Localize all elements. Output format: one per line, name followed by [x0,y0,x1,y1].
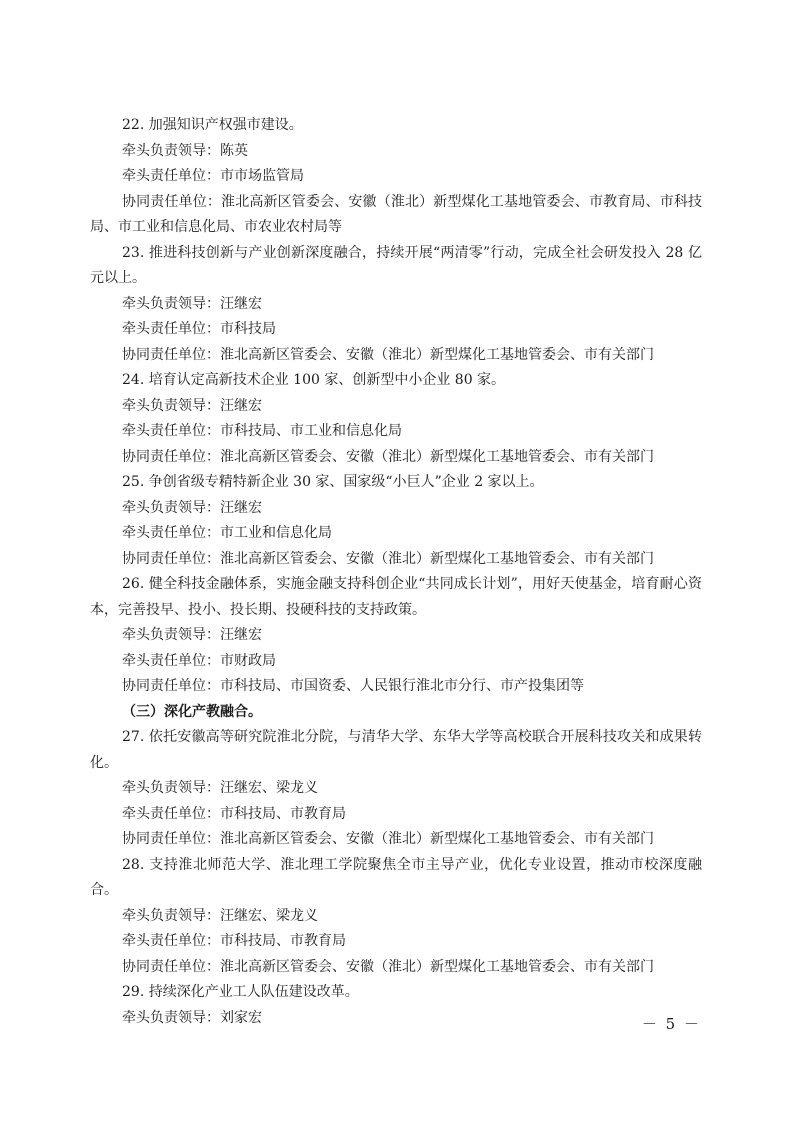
item-26-title: 26. 健全科技金融体系，实施金融支持科创企业“共同成长计划”，用好天使基金，培育耐心资本，完善投早、投小、投长期、投硬科技的支持政策。 [90,576,702,618]
co-units: 协同责任单位：淮北高新区管委会、安徽（淮北）新型煤化工基地管委会、市有关部门 [122,346,654,363]
lead-unit: 牵头责任单位：市财政局 [122,652,276,669]
lead-leader: 牵头负责领导：汪继宏 [122,499,262,516]
lead-unit: 牵头责任单位：市科技局、市工业和信息化局 [122,423,402,439]
co-units: 协同责任单位：淮北高新区管委会、安徽（淮北）新型煤化工基地管委会、市有关部门 [122,958,654,975]
lead-unit: 牵头责任单位：市市场监管局 [122,168,304,184]
lead-unit: 牵头责任单位：市科技局 [122,321,276,337]
lead-unit: 牵头责任单位：市科技局、市教育局 [122,805,346,822]
item-29-title: 29. 持续深化产业工人队伍建设改革。 [122,984,359,1000]
lead-leader: 牵头负责领导：汪继宏、梁龙义 [122,780,318,796]
lead-leader: 牵头负责领导：刘家宏 [122,1009,262,1026]
lead-unit: 牵头责任单位：市工业和信息化局 [122,525,332,541]
item-22-title: 22. 加强知识产权强市建设。 [122,117,303,133]
lead-leader: 牵头负责领导：汪继宏 [122,397,262,414]
co-units: 协同责任单位：淮北高新区管委会、安徽（淮北）新型煤化工基地管委会、市有关部门 [122,448,654,465]
item-28-title: 28. 支持淮北师范大学、淮北理工学院聚焦全市主导产业，优化专业设置，推动市校深度融合。 [90,856,702,898]
co-units: 协同责任单位：淮北高新区管委会、安徽（淮北）新型煤化工基地管委会、市教育局、市科技局、市工业和信息化局、市农业农村局等 [90,193,702,235]
lead-leader: 牵头负责领导：陈英 [122,142,248,159]
item-27-title: 27. 依托安徽高等研究院淮北分院，与清华大学、东华大学等高校联合开展科技攻关和成果转化。 [90,729,702,771]
document-body [90,113,702,1031]
item-25-title: 25. 争创省级专精特新企业 30 家、国家级“小巨人”企业 2 家以上。 [122,474,544,490]
co-units: 协同责任单位：市科技局、市国资委、人民银行淮北市分行、市产投集团等 [122,678,584,694]
item-23-title: 23. 推进科技创新与产业创新深度融合，持续开展“两清零”行动，完成全社会研发投入 28 亿元以上。 [90,244,702,286]
lead-leader: 牵头负责领导：汪继宏 [122,627,262,643]
lead-leader: 牵头负责领导：汪继宏、梁龙义 [122,907,318,924]
section-heading: （三）深化产教融合。 [122,703,262,720]
lead-unit: 牵头责任单位：市科技局、市教育局 [122,933,346,949]
page-number: － 5 － [641,1015,701,1033]
item-24-title: 24. 培育认定高新技术企业 100 家、创新型中小企业 80 家。 [122,372,506,388]
co-units: 协同责任单位：淮北高新区管委会、安徽（淮北）新型煤化工基地管委会、市有关部门 [122,831,654,847]
co-units: 协同责任单位：淮北高新区管委会、安徽（淮北）新型煤化工基地管委会、市有关部门 [122,550,654,567]
lead-leader: 牵头负责领导：汪继宏 [122,295,262,312]
